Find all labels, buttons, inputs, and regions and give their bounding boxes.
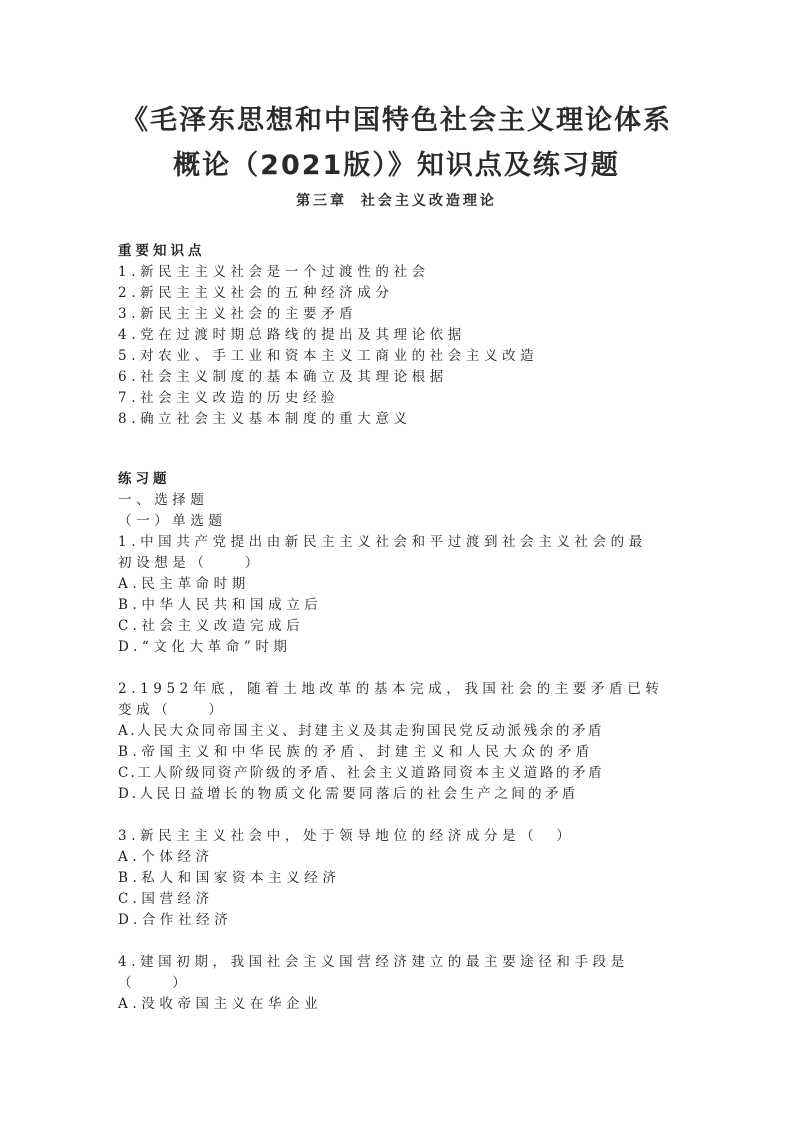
question-option: C.社会主义改造完成后 [118,618,305,634]
spacer [118,805,688,826]
question-option: B.私人和国家资本主义经济 [118,870,341,886]
knowledge-section [118,241,688,430]
question-3 [118,826,688,931]
knowledge-item: 6.社会主义制度的基本确立及其理论根据 [118,369,448,385]
subsection-title: （一）单选题 [118,513,227,529]
question-option: A.个体经济 [118,849,214,865]
knowledge-heading: 重要知识点 [118,243,206,259]
knowledge-item: 4.党在过渡时期总路线的提出及其理论依据 [118,327,466,343]
question-option: B.帝国主义和中华民族的矛盾、封建主义和人民大众的矛盾 [118,744,594,760]
question-stem: 1.中国共产党提出由新民主主义社会和平过渡到社会主义社会的最 [118,534,647,550]
question-option: D.人民日益增长的物质文化需要同落后的社会生产之间的矛盾 [118,786,579,802]
knowledge-item: 2.新民主主义社会的五种经济成分 [118,285,394,301]
question-option: A.人民大众同帝国主义、封建主义及其走狗国民党反动派残余的矛盾 [118,723,605,739]
question-option: A.民主革命时期 [118,576,250,592]
document-title-line1: 《毛泽东思想和中国特色社会主义理论体系 [121,105,672,136]
knowledge-item: 8.确立社会主义基本制度的重大意义 [118,411,412,427]
question-stem: 3.新民主主义社会中，处于领导地位的经济成分是（ ） [118,828,575,844]
question-option: D.合作社经济 [118,912,233,928]
question-option: C.国营经济 [118,891,214,907]
question-stem: （ ） [118,975,191,991]
knowledge-item: 3.新民主主义社会的主要矛盾 [118,306,358,322]
chapter-title: 第三章 社会主义改造理论 [296,193,497,209]
question-option: C.工人阶级同资产阶级的矛盾、社会主义道路同资本主义道路的矛盾 [118,765,605,781]
document-title-line2: 概论（2021版）》知识点及练习题 [173,150,620,181]
spacer [118,931,688,952]
question-stem: 变成（ ） [118,702,227,718]
knowledge-item: 7.社会主义改造的历史经验 [118,390,340,406]
question-4 [118,952,688,1015]
question-2 [118,679,688,805]
question-1 [118,532,688,658]
section-title: 一、选择题 [118,492,209,508]
question-option: D.“文化大革命”时期 [118,639,292,655]
exercises-section [118,469,688,1015]
spacer [118,658,688,679]
knowledge-item: 1.新民主主义社会是一个过渡性的社会 [118,264,430,280]
question-stem: 4.建国初期，我国社会主义国营经济建立的最主要途径和手段是 [118,954,629,970]
question-option: B.中华人民共和国成立后 [118,597,323,613]
knowledge-item: 5.对农业、手工业和资本主义工商业的社会主义改造 [118,348,539,364]
question-option: A.没收帝国主义在华企业 [118,996,323,1012]
exercises-heading: 练习题 [118,471,171,487]
question-stem: 初设想是（ ） [118,555,263,571]
question-stem: 2.1952年底，随着土地改革的基本完成，我国社会的主要矛盾已转 [118,681,664,697]
